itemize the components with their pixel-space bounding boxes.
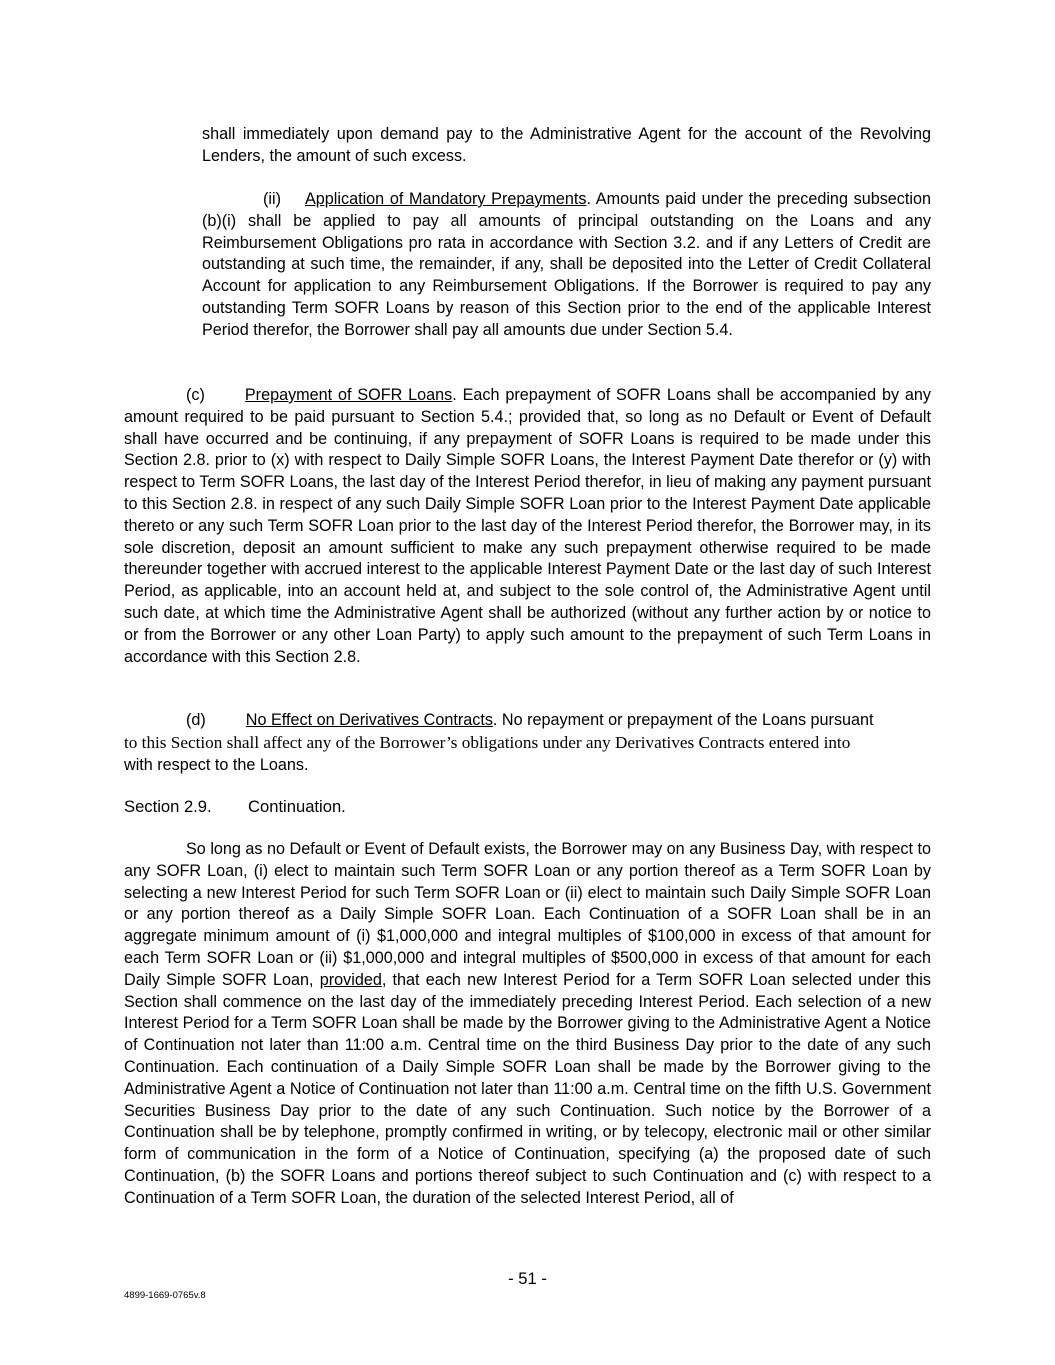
subsection-label: (d) xyxy=(186,711,206,729)
paragraph-continuation xyxy=(124,839,931,1210)
subsection-heading: Application of Mandatory Prepayments xyxy=(304,190,587,208)
paragraph-text: . No repayment or prepayment of the Loans pursuant xyxy=(492,711,874,729)
provided-term: provided xyxy=(319,970,382,989)
paragraph-no-effect-on-derivatives xyxy=(124,710,931,776)
paragraph-text: So long as no Default or Event of Default exists, the Borrower may on any Business Day, with respect to any SOFR Loan, (i) elect to maintain such Term SOFR Loan or any portion thereof as a Term SOFR Loan by selecting a new Interest Period for such Term SOFR Loan or (ii) elect to maintain such Daily Simple SOFR Loan or any portion thereof as a Daily Simple SOFR Loan. Each Continuation of a SOFR Loan shall be in an aggregate minimum amount of (i) $1,000,000 and integral multiples of $100,000 in excess of that amount for each Term SOFR Loan or (ii) $1,000,000 and integral multiples of $500,000 in excess of that amount for each Daily Simple SOFR Loan, xyxy=(124,840,931,989)
page-number: - 51 - xyxy=(508,1269,547,1288)
subsection-label: (ii) xyxy=(263,190,281,208)
subsection-heading: No Effect on Derivatives Contracts xyxy=(245,711,493,729)
paragraph-prepayment-of-sofr-loans xyxy=(124,385,931,668)
section-heading xyxy=(124,796,346,818)
paragraph-text: , that each new Interest Period for a Term SOFR Loan selected under this Section shall commence on the last day of the immediately preceding Interest Period. Each selection of a new Interest Period for a Term SOFR Loan shall be made by the Borrower giving to the Administrative Agent a Notice of Continuation not later than 11:00 a.m. Central time on the third Business Day prior to the date of any such Continuation. Each continuation of a Daily Simple SOFR Loan shall be made by the Borrower giving to the Administrative Agent a Notice of Continuation not later than 11:00 a.m. Central time on the fifth U.S. Government Securities Business Day prior to the date of any such Continuation. Such notice by the Borrower of a Continuation shall be by telephone, promptly confirmed in writing, or by telecopy, electronic mail or other similar form of communication in the form of a Notice of Continuation, specifying (a) the proposed date of such Continuation, (b) the SOFR Loans and portions thereof subject to such Continuation and (c) with respect to a Continuation of a Term SOFR Loan, the duration of the selected Interest Period, all of xyxy=(124,970,931,1207)
paragraph-revolving-excess xyxy=(202,124,931,168)
subsection-heading: Prepayment of SOFR Loans xyxy=(244,386,453,404)
section-title: Continuation. xyxy=(248,797,346,816)
document-id: 4899-1669-0765v.8 xyxy=(124,1290,206,1301)
section-number: Section 2.9. xyxy=(124,797,212,816)
paragraph-application-of-mandatory-prepayments xyxy=(202,189,931,342)
subsection-label: (c) xyxy=(186,386,205,404)
paragraph-text: with respect to the Loans. xyxy=(124,755,309,774)
paragraph-text: . Each prepayment of SOFR Loans shall be accompanied by any amount required to be paid pursuant to Section 5.4.; provided that, so long as no Default or Event of Default shall have occurred and be continuing, if any prepayment of SOFR Loans is required to be made under this Section 2.8. prior to (x) with respect to Daily Simple SOFR Loans, the Interest Payment Date therefor or (y) with respect to Term SOFR Loans, the last day of the Interest Period therefor, in lieu of making any payment pursuant to this Section 2.8. in respect of any such Daily Simple SOFR Loan prior to the Interest Payment Date applicable thereto or any such Term SOFR Loan prior to the last day of the Interest Period therefor, the Borrower may, in its sole discretion, deposit an amount sufficient to make any such prepayment otherwise required to be made thereunder together with accrued interest to the applicable Interest Payment Date or the last day of such Interest Period, as applicable, into an account held at, and subject to the sole control of, the Administrative Agent until such date, at which time the Administrative Agent shall be authorized (without any further action by or notice to or from the Borrower or any other Loan Party) to apply such amount to the prepayment of such Term Loans in accordance with this Section 2.8. xyxy=(124,386,932,666)
paragraph-text-serif: to this Section shall affect any of the Borrower’s obligations under any Derivatives Contracts entered into xyxy=(124,732,851,752)
paragraph-text: shall immediately upon demand pay to the Administrative Agent for the account of the Revolving Lenders, the amount of such excess. xyxy=(202,125,931,165)
paragraph-text: . Amounts paid under the preceding subsection (b)(i) shall be applied to pay all amounts of principal outstanding on the Loans and any Reimbursement Obligations pro rata in accordance with Section 3.2. and if any Letters of Credit are outstanding at such time, the remainder, if any, shall be deposited into the Letter of Credit Collateral Account for application to any Reimbursement Obligations. If the Borrower is required to pay any outstanding Term SOFR Loans by reason of this Section prior to the end of the applicable Interest Period therefor, the Borrower shall pay all amounts due under Section 5.4. xyxy=(202,190,931,339)
